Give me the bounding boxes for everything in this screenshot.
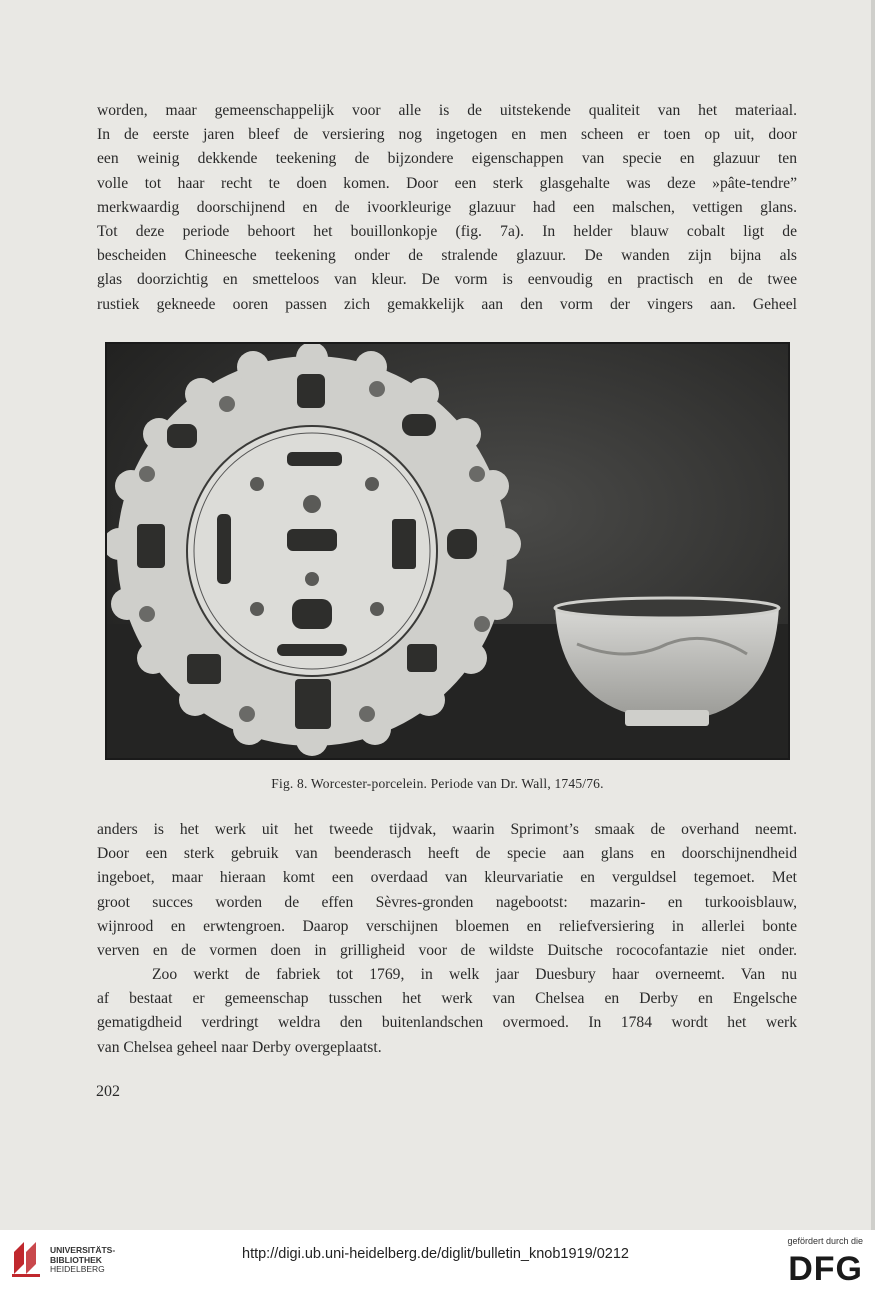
text-line: verven en de vormen doen in grilligheid voor de wildste Duitsche rococofantazie niet onder. [97,942,797,960]
digitization-footer [0,1230,875,1294]
text-line: merkwaardig doorschijnend en de ivoorkleurige glazuur had een malschen, vettigen glans. [97,198,797,216]
text-line: bescheiden Chineesche teekening onder de stralende glazuur. De wanden zijn bijna als [97,247,797,265]
text-line: ingeboet, maar hieraan komt een overdaad van kleurvariatie en verguldsel tegemoet. Met [97,869,797,887]
paragraph-3 [97,963,797,1060]
text-line: groot succes worden de effen Sèvres-gronden nagebootst: mazarin- en turkooisblauw, [97,893,797,911]
library-line-2: BIBLIOTHEK [50,1254,102,1265]
paragraph-1 [97,99,797,317]
text-line: In de eerste jaren bleef de versiering nog ingetogen en men scheen er toen op uit, door [97,126,797,144]
text-line: glas doorzichtig en smetteloos van kleur. De vorm is eenvoudig en practisch en de twee [97,271,797,289]
text-line: Tot deze periode behoort het bouillonkopje (fig. 7a). In helder blauw cobalt ligt de [97,223,797,241]
text-line: worden, maar gemeenschappelijk voor alle is de uitstekende qualiteit van het materiaal. [97,102,797,119]
university-library-logo-icon [10,1238,44,1278]
text-line: een weinig dekkende teekening de bijzondere eigenschappen van specie en glazuur ten [97,150,797,168]
figure-caption: Fig. 8. Worcester-porcelein. Periode van Dr. Wall, 1745/76. [271,776,604,791]
porcelain-photograph [107,344,788,758]
library-line-3: HEIDELBERG [50,1264,105,1274]
text-line: van Chelsea geheel naar Derby overgeplaatst. [97,1038,382,1056]
library-name [50,1246,115,1275]
text-line: volle tot haar recht te doen komen. Door een sterk glasgehalte was deze »pâte-tendre” [97,174,797,192]
text-line: Zoo werkt de fabriek tot 1769, in welk jaar Duesbury haar overneemt. Van nu [152,966,797,983]
text-line: gematigdheid verdringt weldra den buitenlandschen overmoed. In 1784 wordt het werk [97,1014,797,1032]
library-line-1: UNIVERSITÄTS- [50,1245,116,1255]
text-line: wijnrood en erwtengroen. Daarop verschijnen bloemen en reliefversiering in allerlei bonte [97,917,797,935]
funded-by-label: gefördert durch die [787,1236,863,1246]
figure-8-photo [105,342,790,760]
page-number: 202 [96,1083,120,1100]
permalink-url[interactable]: http://digi.ub.uni-heidelberg.de/diglit/bulletin_knob1919/0212 [242,1246,629,1262]
paragraph-2 [97,818,797,963]
dfg-logo: DFG [788,1250,863,1288]
text-line: anders is het werk uit het tweede tijdvak, waarin Sprimont’s smaak de overhand neemt. [97,821,797,838]
text-line: Door een sterk gebruik van beenderasch heeft de specie aan glans en doorschijnendheid [97,845,797,863]
text-line: af bestaat er gemeenschap tusschen het werk van Chelsea en Derby en Engelsche [97,990,797,1008]
text-line: rustiek gekneede ooren passen zich gemakkelijk aan den vorm der vingers aan. Geheel [97,295,797,313]
